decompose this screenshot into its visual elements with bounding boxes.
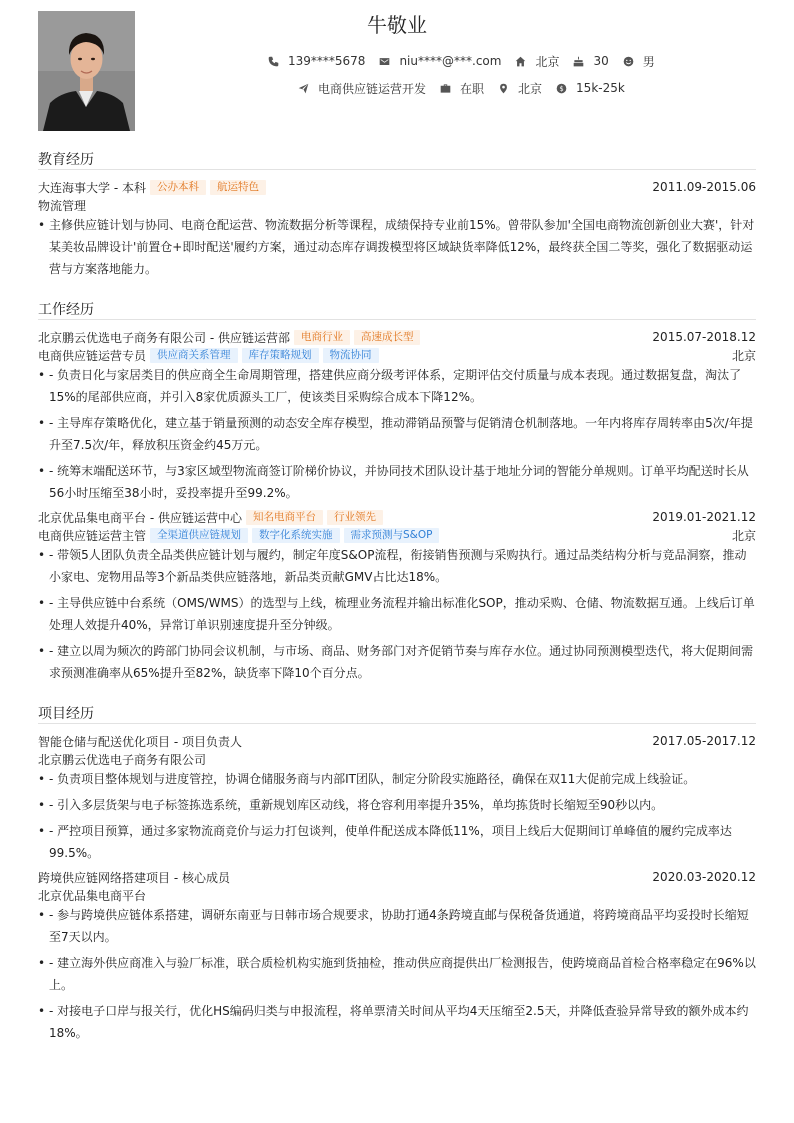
work-company-row bbox=[38, 328, 756, 346]
project-entry bbox=[38, 868, 756, 1044]
work-section bbox=[38, 300, 756, 688]
position-name: 电商供应链运营主管 bbox=[38, 528, 147, 543]
project-company-row bbox=[38, 750, 756, 768]
education-bullets bbox=[38, 214, 756, 280]
work-bullets bbox=[38, 364, 756, 504]
projects-section bbox=[38, 704, 756, 1048]
project-bullets bbox=[38, 768, 756, 864]
list-item: • - 带领5人团队负责全品类供应链计划与履约，制定年度S&OP流程，衔接销售预测与采购执行。通过品类结构分析与竞品洞察，推动小家电、宠物用品等3个新品类供应链落地，新品类贡献GMV占比达18%。 bbox=[38, 544, 756, 588]
list-item: • - 主导库存策略优化，建立基于销量预测的动态安全库存模型，推动滞销品预警与促销清仓机制落地。一年内将库存周转率由5次/年提升至7.5次/年，释放积压资金约45万元。 bbox=[38, 412, 756, 456]
svg-text:$: $ bbox=[559, 84, 564, 93]
project-company-row bbox=[38, 886, 756, 904]
salary-text: 15k-25k bbox=[576, 81, 625, 95]
project-date: 2017.05-2017.12 bbox=[652, 734, 756, 748]
major-name: 物流管理 bbox=[38, 198, 87, 213]
cake-icon bbox=[573, 56, 584, 67]
school-name: 大连海事大学 - 本科 bbox=[38, 180, 146, 195]
project-bullets bbox=[38, 904, 756, 1044]
job-status-text: 在职 bbox=[460, 81, 485, 96]
home-icon bbox=[515, 56, 526, 67]
skill-tag: 数字化系统实施 bbox=[252, 528, 340, 543]
target-city-item bbox=[498, 80, 542, 97]
target-position-item bbox=[298, 80, 426, 97]
gender-item bbox=[623, 53, 655, 70]
location-pin-icon bbox=[498, 83, 509, 94]
work-location: 北京 bbox=[731, 528, 756, 543]
position-name: 电商供应链运营专员 bbox=[38, 348, 147, 363]
list-item: • - 负责日化与家居类目的供应商全生命周期管理，搭建供应商分级考评体系，定期评估交付质量与成本表现。通过数据复盘，淘汰了15%的尾部供应商，并引入8家优质源头工厂，使该类目采购综合成本下降12%。 bbox=[38, 364, 756, 408]
list-item: • - 引入多层货架与电子标签拣选系统，重新规划库区动线，将仓容利用率提升35%，单均拣货时长缩短至90秒以内。 bbox=[38, 794, 756, 816]
school-tag: 公办本科 bbox=[150, 180, 206, 195]
list-item: • - 负责项目整体规划与进度管控，协调仓储服务商与内部IT团队，制定分阶段实施路径，确保在双11大促前完成上线验证。 bbox=[38, 768, 756, 790]
education-section bbox=[38, 150, 756, 284]
email-item bbox=[379, 54, 501, 68]
list-item: • - 建立海外供应商准入与验厂标准，联合质检机构实施到货抽检，推动供应商提供出厂检测报告，使跨境商品首检合格率稳定在96%以上。 bbox=[38, 952, 756, 996]
job-status-item bbox=[440, 80, 484, 97]
gender-icon bbox=[623, 56, 634, 67]
work-date: 2019.01-2021.12 bbox=[652, 510, 756, 524]
mail-icon bbox=[379, 56, 390, 67]
hometown-text: 北京 bbox=[535, 54, 560, 69]
education-major-row bbox=[38, 196, 756, 214]
skill-tag: 供应商关系管理 bbox=[150, 348, 238, 363]
work-location: 北京 bbox=[731, 348, 756, 363]
work-company-row bbox=[38, 508, 756, 526]
send-icon bbox=[298, 83, 309, 94]
project-header-row bbox=[38, 868, 756, 886]
company-tag: 电商行业 bbox=[294, 330, 350, 345]
work-bullets bbox=[38, 544, 756, 684]
candidate-name: 牛敬业 bbox=[367, 13, 427, 37]
hometown-item bbox=[515, 53, 559, 70]
education-entry bbox=[38, 178, 756, 280]
skill-tag: 物流协同 bbox=[323, 348, 379, 363]
project-name: 智能仓储与配送优化项目 - 项目负责人 bbox=[38, 734, 242, 749]
company-tag: 高速成长型 bbox=[354, 330, 421, 345]
company-name: 北京优品集电商平台 - 供应链运营中心 bbox=[38, 510, 242, 525]
work-entry bbox=[38, 328, 756, 504]
resume-page bbox=[38, 0, 756, 1123]
project-header-row bbox=[38, 732, 756, 750]
project-company: 北京鹏云优选电子商务有限公司 bbox=[38, 752, 207, 767]
skill-tag: 库存策略规划 bbox=[242, 348, 319, 363]
project-company: 北京优品集电商平台 bbox=[38, 888, 147, 903]
school-tag: 航运特色 bbox=[210, 180, 266, 195]
skill-tag: 全渠道供应链规划 bbox=[150, 528, 248, 543]
job-intent-row bbox=[218, 79, 756, 97]
list-item: • 主修供应链计划与协同、电商仓配运营、物流数据分析等课程，成绩保持专业前15%。曾带队参加'全国电商物流创新创业大赛'，针对某美妆品牌设计'前置仓+即时配送'履约方案，通过动态库存调拨模型将区域缺货率降低12%，最终获全国二等奖，强化了数据驱动运营与方案落地能力。 bbox=[38, 214, 756, 280]
email-text: niu****@***.com bbox=[399, 54, 502, 68]
education-section-title: 教育经历 bbox=[38, 150, 756, 170]
target-position-text: 电商供应链运营开发 bbox=[318, 81, 427, 96]
company-name: 北京鹏云优选电子商务有限公司 - 供应链运营部 bbox=[38, 330, 290, 345]
work-section-title: 工作经历 bbox=[38, 300, 756, 320]
briefcase-icon bbox=[440, 83, 451, 94]
list-item: • - 对接电子口岸与报关行，优化HS编码归类与申报流程，将单票清关时间从平均4天压缩至2.5天，并降低查验异常导致的额外成本约18%。 bbox=[38, 1000, 756, 1044]
salary-icon bbox=[556, 83, 567, 94]
work-entry bbox=[38, 508, 756, 684]
list-item: • - 主导供应链中台系统（OMS/WMS）的选型与上线，梳理业务流程并输出标准化SOP，推动采购、仓储、物流数据互通。上线后订单处理人效提升40%，异常订单识别速度提升至分钟级。 bbox=[38, 592, 756, 636]
list-item: • - 参与跨境供应链体系搭建，调研东南亚与日韩市场合规要求，协助打通4条跨境直邮与保税备货通道，将跨境商品平均妥投时长缩短至7天以内。 bbox=[38, 904, 756, 948]
project-date: 2020.03-2020.12 bbox=[652, 870, 756, 884]
project-name: 跨境供应链网络搭建项目 - 核心成员 bbox=[38, 870, 230, 885]
list-item: • - 建立以周为频次的跨部门协同会议机制，与市场、商品、财务部门对齐促销节奏与库存水位。通过协同预测模型迭代，将大促期间需求预测准确率从65%提升至82%，缺货率下降10个百分点。 bbox=[38, 640, 756, 684]
contact-info-row bbox=[218, 52, 756, 70]
age-item bbox=[573, 54, 608, 68]
phone-item bbox=[268, 54, 365, 68]
salary-item bbox=[556, 81, 625, 95]
education-header-row bbox=[38, 178, 756, 196]
work-position-row bbox=[38, 526, 756, 544]
phone-icon bbox=[268, 56, 279, 67]
skill-tag: 需求预测与S&OP bbox=[344, 528, 440, 543]
list-item: • - 统筹末端配送环节，与3家区域型物流商签订阶梯价协议，并协同技术团队设计基于地址分词的智能分单规则。订单平均配送时长从56小时压缩至38小时，妥投率提升至99.2%。 bbox=[38, 460, 756, 504]
work-date: 2015.07-2018.12 bbox=[652, 330, 756, 344]
age-text: 30 bbox=[593, 54, 609, 68]
work-position-row bbox=[38, 346, 756, 364]
gender-text: 男 bbox=[642, 54, 655, 69]
company-tag: 知名电商平台 bbox=[246, 510, 323, 525]
company-tag: 行业领先 bbox=[327, 510, 383, 525]
education-date: 2011.09-2015.06 bbox=[652, 180, 756, 194]
target-city-text: 北京 bbox=[518, 81, 543, 96]
phone-text: 139****5678 bbox=[288, 54, 366, 68]
project-entry bbox=[38, 732, 756, 864]
list-item: • - 严控项目预算，通过多家物流商竞价与运力打包谈判，使单件配送成本降低11%，项目上线后大促期间订单峰值的履约完成率达99.5%。 bbox=[38, 820, 756, 864]
projects-section-title: 项目经历 bbox=[38, 704, 756, 724]
